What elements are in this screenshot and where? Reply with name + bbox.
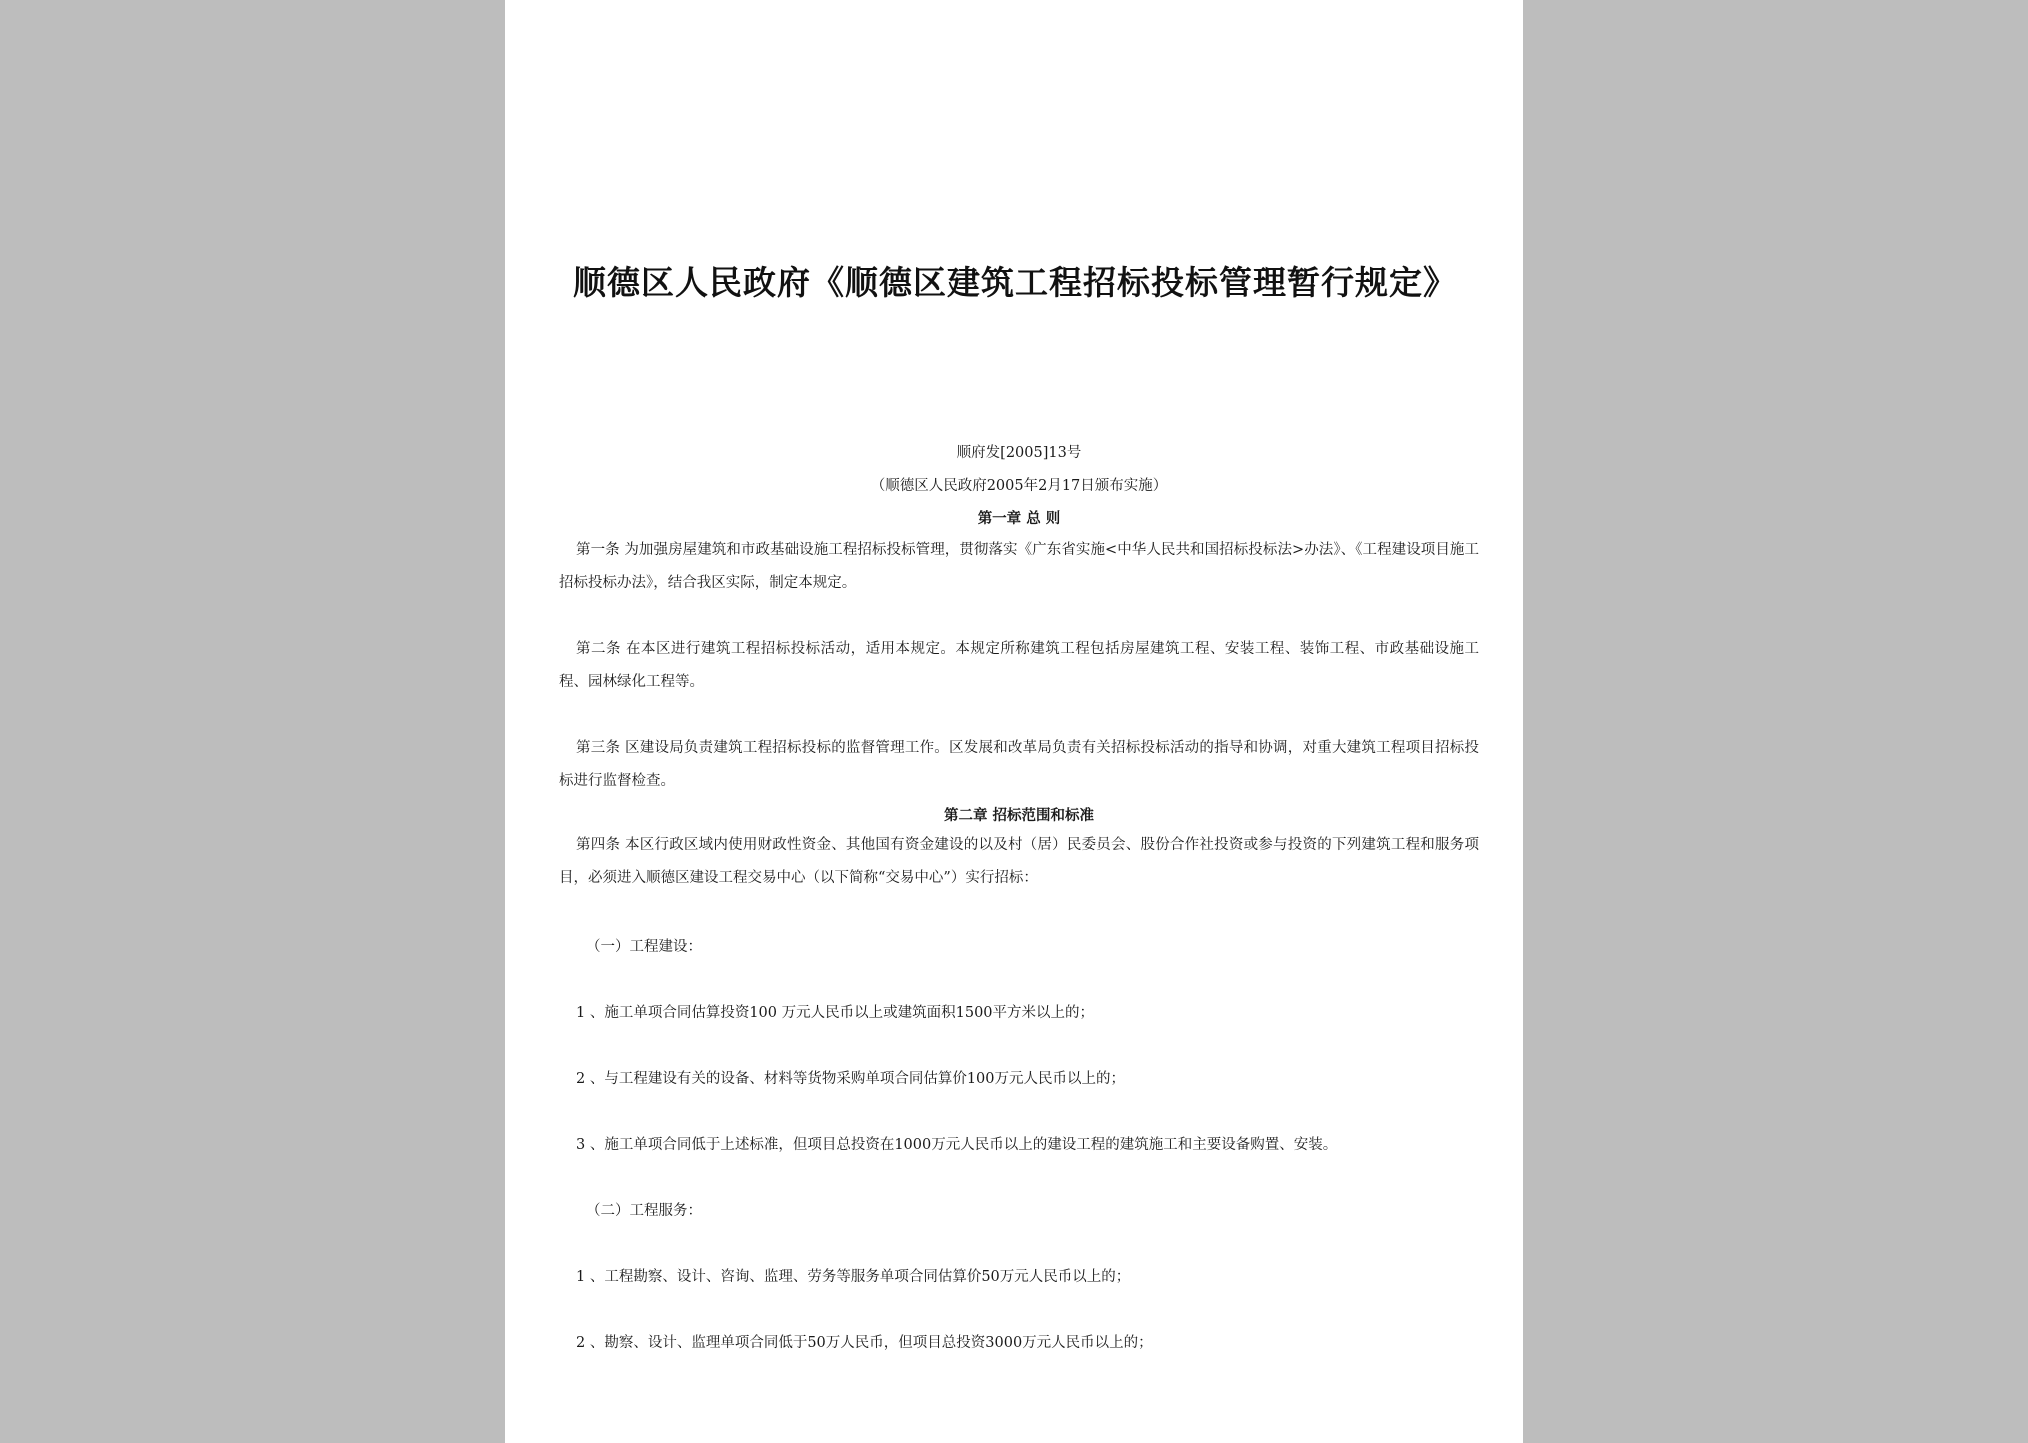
section-2-item-1: 1 、工程勘察、设计、咨询、监理、劳务等服务单项合同估算价50万元人民币以上的； — [576, 1269, 1131, 1285]
article-3: 第三条 区建设局负责建筑工程招标投标的监督管理工作。区发展和改革局负责有关招标投标活动的指导和协调，对重大建筑工程项目招标投标进行监督检查。 — [559, 740, 1479, 789]
section-1-item-1: 1 、施工单项合同估算投资100 万元人民币以上或建筑面积1500平方米以上的； — [576, 1005, 1095, 1021]
article-2: 第二条 在本区进行建筑工程招标投标活动，适用本规定。本规定所称建筑工程包括房屋建筑工程、安装工程、装饰工程、市政基础设施工程、园林绿化工程等。 — [559, 641, 1479, 690]
article-1: 第一条 为加强房屋建筑和市政基础设施工程招标投标管理，贯彻落实《广东省实施<中华人民共和国招标投标法>办法》、《工程建设项目施工招标投标办法》，结合我区实际，制定本规定。 — [559, 542, 1479, 591]
section-2-heading: （二）工程服务： — [586, 1203, 702, 1219]
section-2-item-2: 2 、勘察、设计、监理单项合同低于50万人民币，但项目总投资3000万元人民币以上的； — [576, 1335, 1153, 1351]
issued-note: （顺德区人民政府2005年2月17日颁布实施） — [870, 478, 1168, 494]
chapter-2-heading: 第二章 招标范围和标准 — [943, 807, 1095, 824]
document-number: 顺府发[2005]13号 — [956, 445, 1082, 461]
document-title: 顺德区人民政府《顺德区建筑工程招标投标管理暂行规定》 — [573, 263, 1457, 302]
section-1-item-2: 2 、与工程建设有关的设备、材料等货物采购单项合同估算价100万元人民币以上的； — [576, 1071, 1126, 1087]
chapter-1-heading: 第一章 总 则 — [977, 510, 1061, 527]
section-1-heading: （一）工程建设： — [586, 939, 702, 955]
document-page — [505, 0, 1523, 1443]
article-4: 第四条 本区行政区域内使用财政性资金、其他国有资金建设的以及村（居）民委员会、股份合作社投资或参与投资的下列建筑工程和服务项目，必须进入顺德区建设工程交易中心（以下简称“交易中心”）实行招标： — [559, 837, 1479, 886]
section-1-item-3: 3 、施工单项合同低于上述标准，但项目总投资在1000万元人民币以上的建设工程的建筑施工和主要设备购置、安装。 — [576, 1137, 1338, 1153]
